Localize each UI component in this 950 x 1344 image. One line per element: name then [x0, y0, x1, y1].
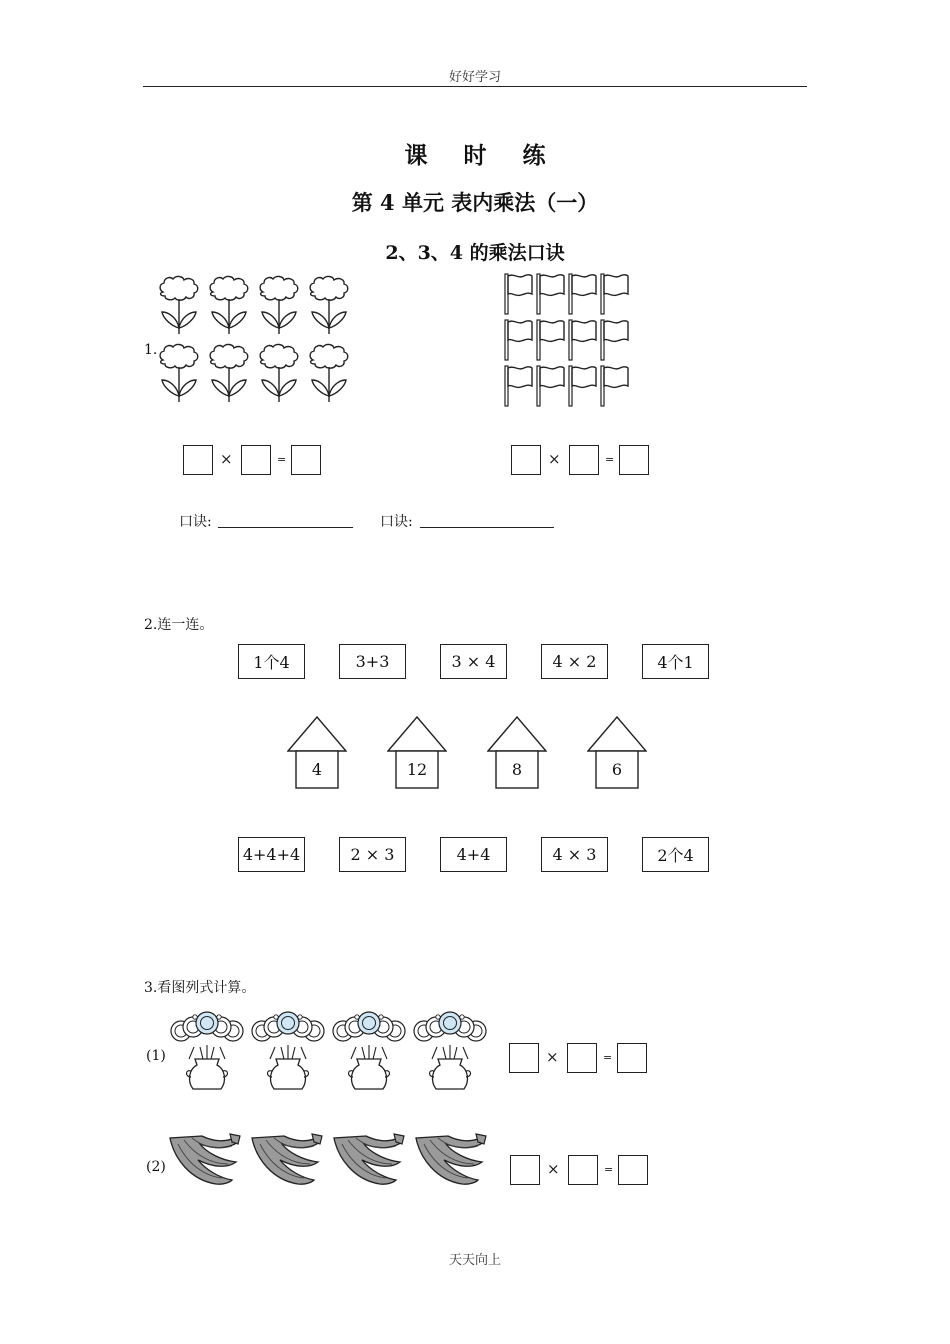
house[interactable] — [487, 716, 547, 790]
equals-sign: = — [277, 453, 287, 466]
q3-2-product-box[interactable] — [618, 1155, 648, 1185]
q1-right-factor1-box[interactable] — [511, 445, 541, 475]
bottom-card[interactable]: 2个4 — [642, 837, 709, 872]
top-card[interactable]: 3+3 — [339, 644, 406, 679]
q3-1-factor1-box[interactable] — [509, 1043, 539, 1073]
bottom-card[interactable]: 4 × 3 — [541, 837, 608, 872]
q2-title: 2.连一连。 — [144, 617, 214, 633]
flag-icon — [503, 272, 635, 408]
top-card[interactable]: 4 × 2 — [541, 644, 608, 679]
top-card[interactable]: 4个1 — [642, 644, 709, 679]
bottom-card[interactable]: 4+4+4 — [238, 837, 305, 872]
banana-bunch-icon — [168, 1126, 493, 1190]
house[interactable] — [387, 716, 447, 790]
q3-1-factor2-box[interactable] — [567, 1043, 597, 1073]
q1-number: 1. — [144, 342, 158, 358]
equals-sign: = — [605, 453, 615, 466]
rhyme-label: 口诀: — [179, 514, 212, 530]
house-number: 12 — [406, 760, 428, 779]
q3-2-factor2-box[interactable] — [568, 1155, 598, 1185]
q1-right-product-box[interactable] — [619, 445, 649, 475]
page-header: 好好学习 — [448, 70, 501, 85]
header-rule — [143, 86, 807, 87]
rhyme-answer-line-left[interactable] — [218, 513, 353, 528]
times-sign: × — [548, 450, 561, 468]
lesson-title: 2、3、4 的乘法口诀 — [385, 242, 565, 264]
page-footer: 天天向上 — [448, 1253, 501, 1268]
equals-sign: = — [604, 1163, 614, 1176]
q3-title: 3.看图列式计算。 — [144, 980, 256, 996]
q3-item-label: (1) — [146, 1048, 166, 1064]
unit-title: 第 4 单元 表内乘法（一） — [351, 190, 599, 215]
q3-item-label: (2) — [146, 1159, 166, 1175]
times-sign: × — [546, 1048, 559, 1066]
q1-left-factor2-box[interactable] — [241, 445, 271, 475]
top-card[interactable]: 1个4 — [238, 644, 305, 679]
bottom-card[interactable]: 2 × 3 — [339, 837, 406, 872]
house[interactable] — [587, 716, 647, 790]
times-sign: × — [547, 1160, 560, 1178]
times-sign: × — [220, 450, 233, 468]
bottom-card[interactable]: 4+4 — [440, 837, 507, 872]
q3-1-product-box[interactable] — [617, 1043, 647, 1073]
house-number: 8 — [511, 760, 523, 779]
equals-sign: = — [603, 1051, 613, 1064]
q1-right-factor2-box[interactable] — [569, 445, 599, 475]
page-title: 课 时 练 — [404, 142, 560, 169]
flower-vase-icon — [167, 1009, 492, 1091]
house-number: 6 — [611, 760, 623, 779]
flower-icon — [155, 272, 355, 412]
rhyme-answer-line-right[interactable] — [420, 513, 554, 528]
house-number: 4 — [311, 760, 323, 779]
q1-left-product-box[interactable] — [291, 445, 321, 475]
house[interactable] — [287, 716, 347, 790]
q1-left-factor1-box[interactable] — [183, 445, 213, 475]
q3-2-factor1-box[interactable] — [510, 1155, 540, 1185]
rhyme-label: 口诀: — [380, 514, 413, 530]
top-card[interactable]: 3 × 4 — [440, 644, 507, 679]
